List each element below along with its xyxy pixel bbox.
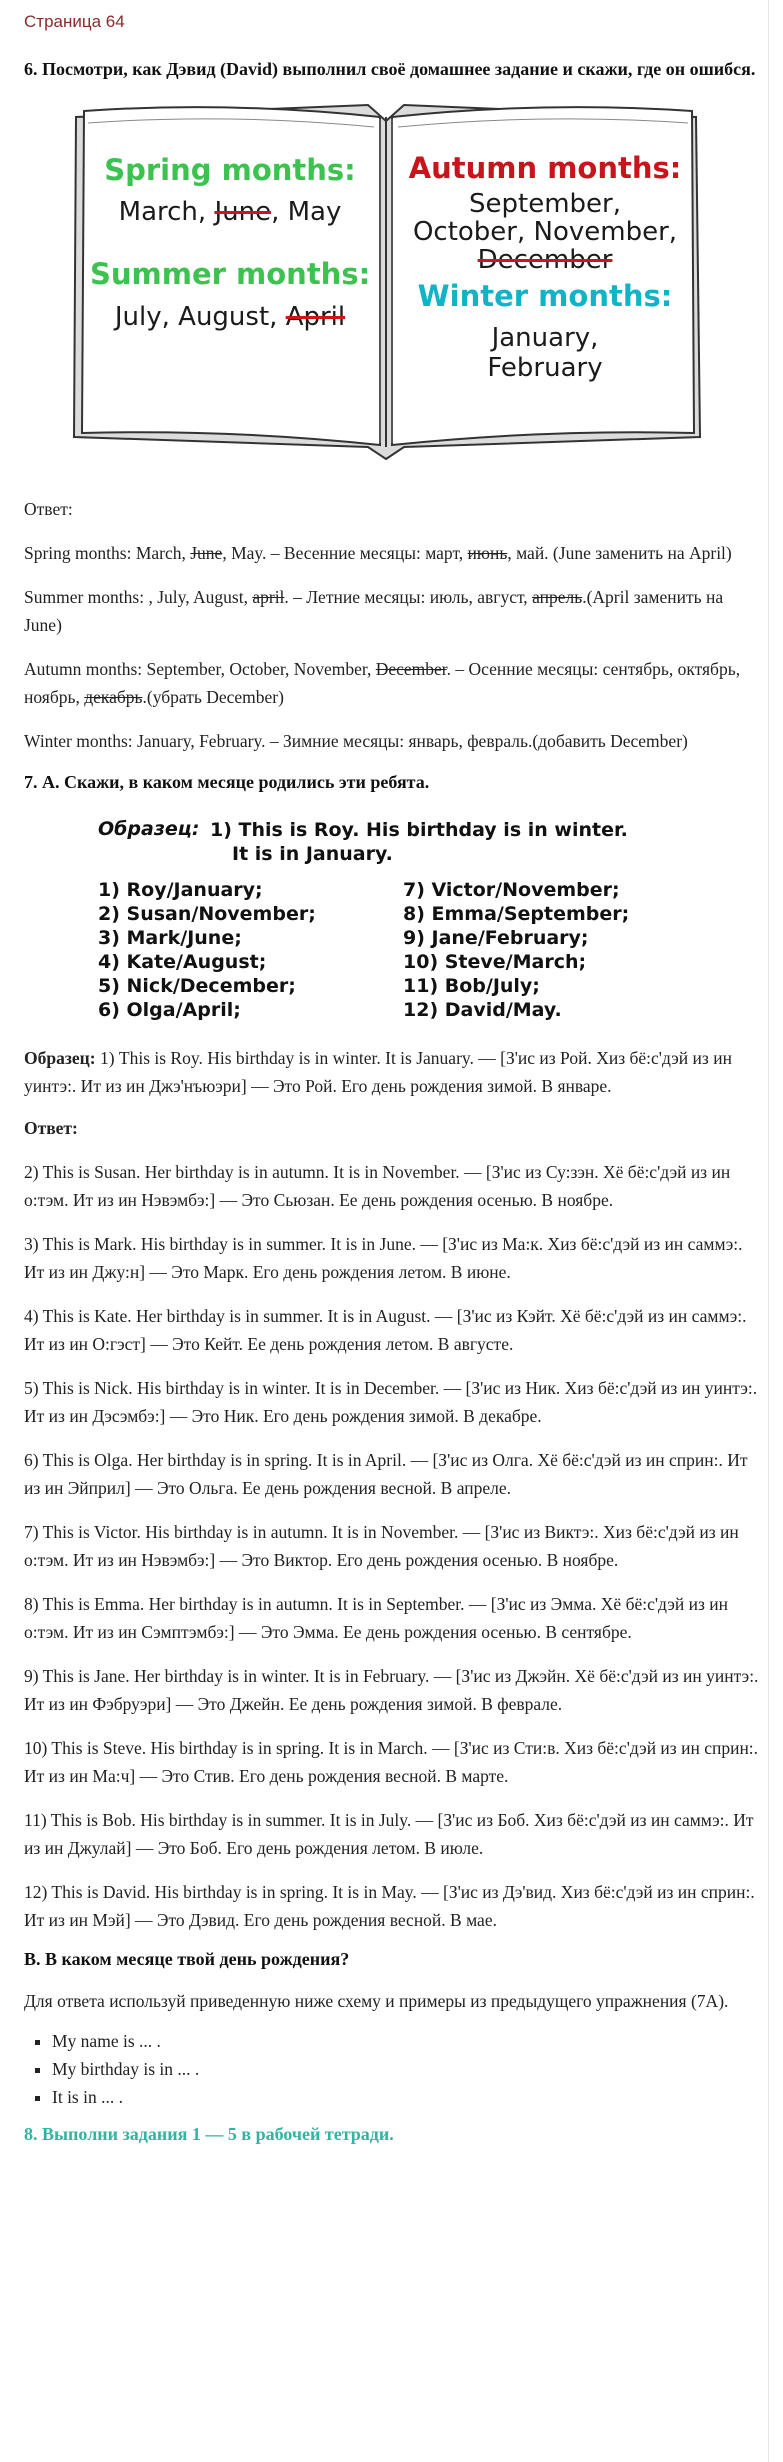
page-title: Страница 64 [24,12,125,31]
task7-heading: 7. А. Скажи, в каком месяце родились эти ребята. [24,772,430,792]
answer-autumn: Autumn months: September, October, November, December. – Осенние месяцы: сентябрь, октябрь, ноябрь, декабрь.(убрать December) [24,659,741,707]
example-row [98,818,718,866]
autumn-strike: December [477,245,613,275]
answer-item: 5) This is Nick. His birthday is in winter. It is in December. — [З'ис из Ник. Хиз бё:с'дэй из ин уинтэ:. Ит из ин Дэсэмбэ:] — Это Ник. Его день рождения зимой. В декабре. [24,1378,758,1426]
names-item: 7) Victor/November; [403,879,620,901]
answer-summer: Summer months: , July, August, april. – Летние месяцы: июль, август, апрель.(April заменить на June) [24,587,724,635]
spring-title: Spring months: [104,153,356,187]
answer-item: 12) This is David. His birthday is in spring. It is in May. — [З'ис из Дэ'вид. Хиз бё:с'дэй из ин сприн:. Ит из ин Мэй] — Это Дэвид. Его день рождения весной. В мае. [24,1882,755,1930]
names-item: 6) Olga/April; [98,999,241,1021]
names-grid [98,878,718,1022]
answer-item: 9) This is Jane. Her birthday is in winter. It is in February. — [З'ис из Джэйн. Хё бё:с'дэй из ин уинтэ:. Ит из ин Фэбруэри] — Это Джейн. Ее день рождения зимой. В феврале. [24,1666,759,1714]
example-box [98,818,718,1022]
list-item: ▪ My birthday is in ... . [52,2055,761,2083]
answer-winter: Winter months: January, February. – Зимние месяцы: январь, февраль.(добавить December) [24,731,688,751]
example-line1: 1) This is Roy. His birthday is in winter. [210,819,628,841]
answer-item: 4) This is Kate. Her birthday is in summer. It is in August. — [З'ис из Кэйт. Хё бё:с'дэй из ин саммэ:. Ит из ин О:гэст] — Это Кейт. Ее день рождения летом. В августе. [24,1306,747,1354]
names-item: 2) Susan/November; [98,903,316,925]
answer-item: 7) This is Victor. His birthday is in autumn. It is in November. — [З'ис из Виктэ:. Хиз бё:с'дэй из ин о:тэм. Ит из ин Нэвэмбэ:] — Это Виктор. Его день рождения осенью. В ноябре. [24,1522,739,1570]
names-item: 8) Emma/September; [403,903,630,925]
names-item: 9) Jane/February; [403,927,589,949]
names-item: 10) Steve/March; [403,951,587,973]
example-label: Образец: [98,818,200,840]
sample-paragraph: Образец: 1) This is Roy. His birthday is in winter. It is January. — [З'ис из Рой. Хиз бё:с'дэй из ин уинтэ:. Ит из ин Джэ'нъюэри] — Это Рой. Его день рождения зимой. В январе. [24,1048,732,1096]
spring-list: March, June, May [118,197,342,227]
answer-item: 2) This is Susan. Her birthday is in autumn. It is in November. — [З'ис из Су:зэн. Хё бё:с'дэй из ин о:тэм. Ит из ин Нэвэмбэ:] — Это Сьюзан. Ее день рождения осенью. В ноябре. [24,1162,731,1210]
winter-line2: February [487,353,603,383]
answer-spring: Spring months: March, June, May. – Весенние месяцы: март, июнь, май. (June заменить на April) [24,543,732,563]
names-item: 3) Mark/June; [98,927,242,949]
autumn-line2: October, November, [412,217,678,247]
example-text [210,818,718,866]
answer-item: 8) This is Emma. Her birthday is in autumn. It is in September. — [З'ис из Эмма. Хё бё:с'дэй из ин о:тэм. Ит из ин Сэмптэмбэ:] — Это Эмма. Ее день рождения осенью. В сентябре. [24,1594,728,1642]
summer-list: July, August, April [114,302,346,332]
autumn-line1: September, [469,189,621,219]
task7b-list [24,2027,761,2111]
names-item: 11) Bob/July; [403,975,540,997]
names-item: 4) Kate/August; [98,951,267,973]
divider [768,0,769,2462]
task6-heading: 6. Посмотри, как Дэвид (David) выполнил своё домашнее задание и скажи, где он ошибся. [24,59,756,79]
answer-item: 10) This is Steve. His birthday is in spring. It is in March. — [З'ис из Сти:в. Хиз бё:с'дэй из ин сприн:. Ит из ин Ма:ч] — Это Стив. Его день рождения весной. В марте. [24,1738,759,1786]
names-item: 1) Roy/January; [98,879,263,901]
example-line2: It is in January. [232,843,393,865]
task8-heading: 8. Выполни задания 1 — 5 в рабочей тетради. [24,2124,394,2144]
winter-line1: January, [491,323,599,353]
winter-title: Winter months: [417,279,673,313]
names-item: 5) Nick/December; [98,975,296,997]
task7b-heading: B. В каком месяце твой день рождения? [24,1949,350,1969]
list-item: ▪ My name is ... . [52,2027,761,2055]
answer-item: 11) This is Bob. His birthday is in summer. It is in July. — [З'ис из Боб. Хиз бё:с'дэй из ин саммэ:. Ит из ин Джулай] — Это Боб. Его день рождения летом. В июле. [24,1810,754,1858]
task7b-text: Для ответа используй приведенную ниже схему и примеры из предыдущего упражнения (7А). [24,1991,729,2011]
answer-item: 6) This is Olga. Her birthday is in spring. It is in April. — [З'ис из Олга. Хё бё:с'дэй из ин сприн:. Ит из ин Эйприл] — Это Ольга. Ее день рождения весной. В апреле. [24,1450,748,1498]
names-item: 12) David/May. [403,999,562,1021]
task7-answer-label: Ответ: [24,1118,78,1138]
answer-item: 3) This is Mark. His birthday is in summer. It is in June. — [З'ис из Ма:к. Хиз бё:с'дэй из ин саммэ:. Ит из ин Джу:н] — Это Марк. Его день рождения летом. В июне. [24,1234,743,1282]
task6-answer-label: Ответ: [24,499,73,519]
summer-title: Summer months: [90,257,371,291]
list-item: ▪ It is in ... . [52,2083,761,2111]
book-illustration [68,97,708,467]
autumn-title: Autumn months: [408,151,682,185]
